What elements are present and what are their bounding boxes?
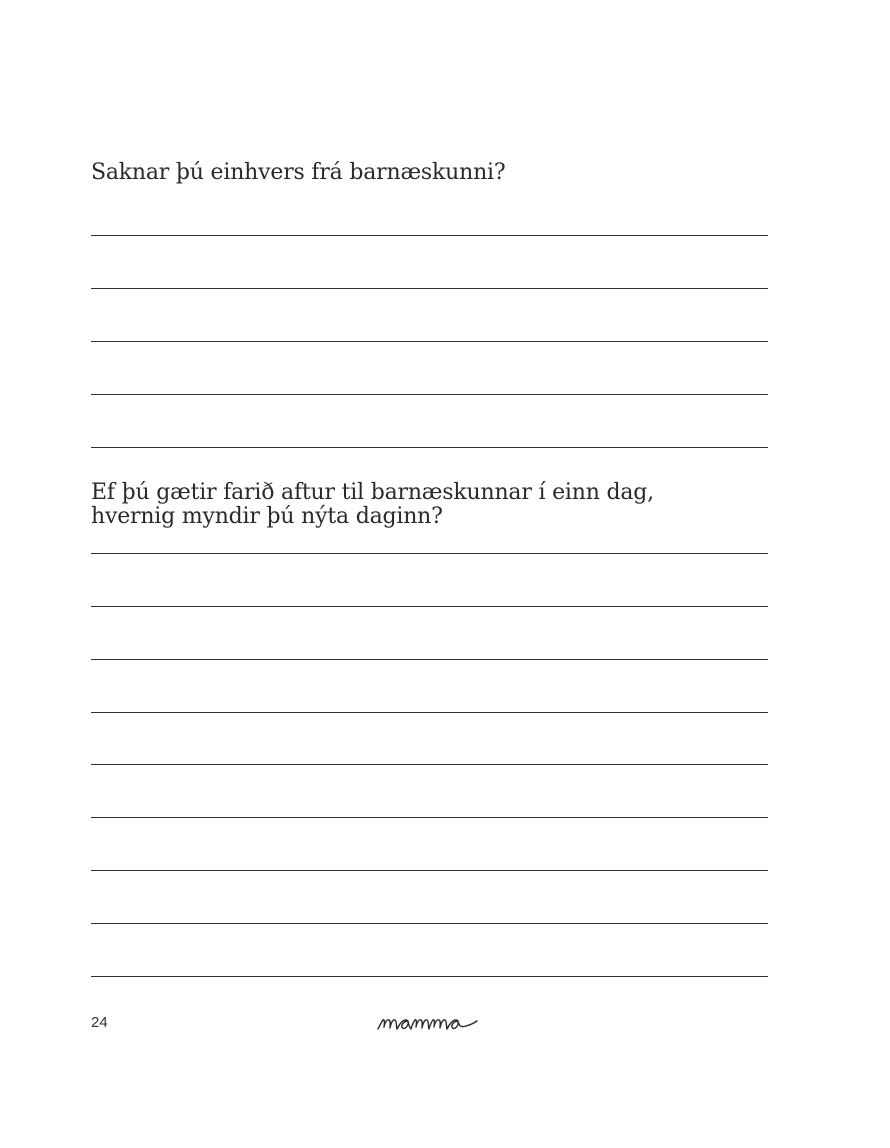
answer-line[interactable]	[91, 923, 768, 924]
question-2: Ef þú gætir farið aftur til barnæskunnar í einn dag, hvernig myndir þú nýta daginn?	[91, 480, 654, 529]
page-number: 24	[91, 1014, 108, 1031]
answer-line[interactable]	[91, 817, 768, 818]
answer-line[interactable]	[91, 659, 768, 660]
answer-line[interactable]	[91, 553, 768, 554]
answer-line[interactable]	[91, 606, 768, 607]
answer-line[interactable]	[91, 447, 768, 448]
answer-line[interactable]	[91, 976, 768, 977]
answer-line[interactable]	[91, 288, 768, 289]
mamma-logo	[376, 1005, 480, 1041]
answer-line[interactable]	[91, 712, 768, 713]
answer-line[interactable]	[91, 394, 768, 395]
question-1: Saknar þú einhvers frá barnæskunni?	[91, 160, 506, 185]
answer-line[interactable]	[91, 870, 768, 871]
answer-line[interactable]	[91, 235, 768, 236]
answer-line[interactable]	[91, 341, 768, 342]
answer-line[interactable]	[91, 764, 768, 765]
